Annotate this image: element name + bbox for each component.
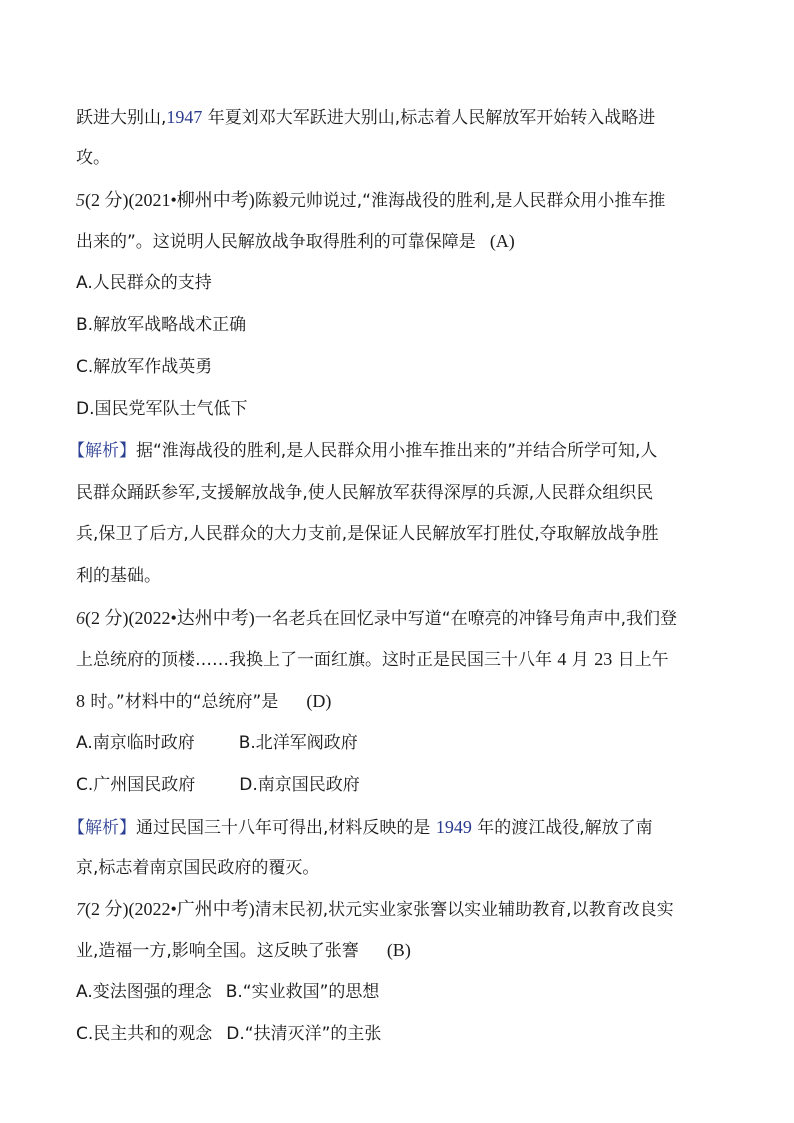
analysis-tag: 【解析】 (68, 818, 136, 838)
prev-answer-line-2 (76, 146, 110, 170)
question-text: 月 (566, 650, 595, 670)
question-text: 日上午 (612, 650, 669, 670)
q7-stem-line-1 (76, 897, 674, 921)
question-number: 5 (76, 190, 85, 210)
q5-analysis-line-1 (68, 439, 658, 463)
analysis-text: 民群众踊跃参军,支援解放战争,使人民解放军获得深厚的兵源,人民群众组织民 (76, 483, 654, 503)
q7-options-row-2 (76, 1022, 381, 1046)
q7-options-row-1 (76, 980, 379, 1004)
q5-option-b (76, 313, 246, 337)
option-text: A.变法图强的理念 (76, 982, 212, 1002)
q7-stem-line-2 (76, 938, 411, 962)
option-text: D.“扶清灭洋”的主张 (226, 1024, 382, 1044)
analysis-text: 利的基础。 (76, 566, 161, 586)
q5-stem-line-2 (76, 229, 515, 253)
question-text: 陈毅元帅说过,“淮海战役的胜利,是人民群众用小推车推 (254, 191, 666, 211)
q5-analysis-line-4 (76, 564, 161, 588)
year: 1949 (435, 817, 472, 837)
question-text: 时。”材料中的“总统府”是 (85, 692, 279, 712)
q6-stem-line-2 (76, 647, 669, 671)
option-text: A.人民群众的支持 (76, 273, 212, 293)
option-text: D.南京国民政府 (239, 775, 360, 795)
question-meta: (2 分)(2022•达州中考) (85, 608, 255, 628)
q6-options-row-1 (76, 731, 358, 755)
text: 年夏刘邓大军跃进大别山,标志着人民解放军开始转入战略进 (202, 108, 656, 128)
question-meta: (2 分)(2022•广州中考) (85, 899, 255, 919)
question-number: 7 (76, 899, 85, 919)
analysis-tag: 【解析】 (68, 441, 136, 461)
text: 攻。 (76, 148, 110, 168)
option-text: C.解放军作战英勇 (76, 357, 213, 377)
question-text: 业,造福一方,影响全国。这反映了张謇 (76, 941, 359, 961)
option-text: C.民主共和的观念 (76, 1024, 213, 1044)
question-text: 一名老兵在回忆录中写道“在嘹亮的冲锋号角声中,我们登 (254, 609, 677, 629)
analysis-text: 据“淮海战役的胜利,是人民群众用小推车推出来的”并结合所学可知,人 (136, 441, 658, 461)
text: 跃进大别山, (76, 108, 167, 128)
q5-option-c (76, 355, 212, 379)
q5-analysis-line-2 (76, 481, 653, 505)
q6-stem-line-3 (76, 689, 331, 713)
answer-mark: (A) (489, 231, 515, 251)
analysis-text: 兵,保卫了后方,人民群众的大力支前,是保证人民解放军打胜仗,夺取解放战争胜 (76, 524, 659, 544)
question-text: 清末民初,状元实业家张謇以实业辅助教育,以教育改良实 (254, 900, 674, 920)
analysis-text: 年的渡江战役,解放了南 (471, 818, 653, 838)
q6-analysis-line-1 (68, 815, 653, 839)
option-text: B.“实业救国”的思想 (225, 982, 380, 1002)
question-number: 6 (76, 608, 85, 628)
analysis-text: 通过民国三十八年可得出,材料反映的是 (136, 818, 436, 838)
day: 23 (594, 649, 613, 669)
q6-analysis-line-2 (76, 856, 319, 880)
question-text: 上总统府的顶楼……我换上了一面红旗。这时正是民国三十八年 (76, 650, 558, 670)
option-text: B.解放军战略战术正确 (76, 315, 247, 335)
analysis-text: 京,标志着南京国民政府的覆灭。 (76, 858, 320, 878)
question-meta: (2 分)(2021•柳州中考) (85, 190, 255, 210)
question-text: 出来的”。这说明人民解放战争取得胜利的可靠保障是 (76, 232, 476, 252)
answer-mark: (D) (306, 691, 332, 711)
option-text: C.广州国民政府 (76, 775, 196, 795)
answer-mark: (B) (386, 940, 411, 960)
option-text: D.国民党军队士气低下 (76, 399, 248, 419)
q6-options-row-2 (76, 773, 360, 797)
q5-option-d (76, 397, 248, 421)
q5-analysis-line-3 (76, 522, 659, 546)
month: 4 (557, 649, 567, 669)
year: 1947 (166, 107, 203, 127)
q6-stem-line-1 (76, 606, 677, 630)
q5-stem-line-1 (76, 188, 665, 212)
option-text: B.北洋军阀政府 (238, 733, 358, 753)
prev-answer-line-1 (76, 105, 655, 129)
q5-option-a (76, 271, 212, 295)
hour: 8 (76, 691, 85, 711)
option-text: A.南京临时政府 (76, 733, 195, 753)
